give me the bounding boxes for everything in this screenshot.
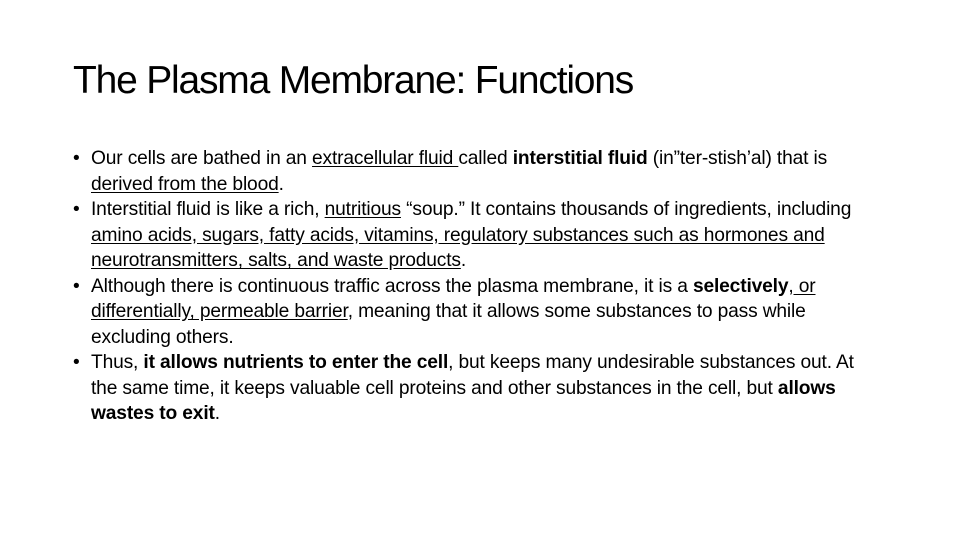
bold-term: interstitial fluid [512, 148, 648, 169]
underlined-term: amino acids, sugars, fatty acids, vitamins, regulatory substances such as hormones and neurotransmitters, salts, and waste products [91, 224, 825, 271]
list-item [73, 146, 883, 197]
bullet-text: (in”ter-stish’al) that is [647, 148, 828, 169]
bullet-marker: • [73, 199, 80, 220]
list-item [73, 197, 883, 274]
bullet-list [73, 146, 883, 427]
bullet-marker: • [73, 352, 80, 373]
bullet-text: , but keeps many undesirable substances out. At the same time, it keeps valuable cell proteins and other substances in the cell, but [91, 352, 854, 399]
bullet-text: , meaning that it allows some substances to pass while excluding others. [91, 301, 806, 348]
bullet-text: “soup.” It contains thousands of ingredients, including [400, 199, 852, 220]
underlined-term: nutritious [324, 199, 401, 220]
list-item [73, 274, 883, 351]
bold-term: selectively [692, 275, 789, 297]
bullet-marker: • [73, 275, 80, 297]
list-item [73, 350, 883, 427]
bullet-text: called [458, 148, 513, 169]
bullet-text: Thus, [91, 352, 144, 373]
bullet-text: . [214, 403, 220, 424]
bold-term: it allows nutrients to enter the cell [143, 352, 449, 373]
bullet-text: Although there is continuous traffic across the plasma membrane, it is a [91, 275, 693, 297]
underlined-term: extracellular fluid [312, 148, 459, 169]
underlined-term: , or differentially, permeable barrier [91, 275, 816, 322]
bullet-text: . [460, 250, 467, 271]
bullet-text: . [278, 173, 284, 195]
slide-title: The Plasma Membrane: Functions [73, 59, 634, 102]
bullet-text: Our cells are bathed in an [91, 148, 313, 169]
underlined-term: derived from the blood [91, 173, 279, 195]
bullet-marker: • [73, 148, 80, 169]
bold-term: allows wastes to exit [91, 377, 836, 424]
bullet-text: Interstitial fluid is like a rich, [91, 199, 325, 220]
